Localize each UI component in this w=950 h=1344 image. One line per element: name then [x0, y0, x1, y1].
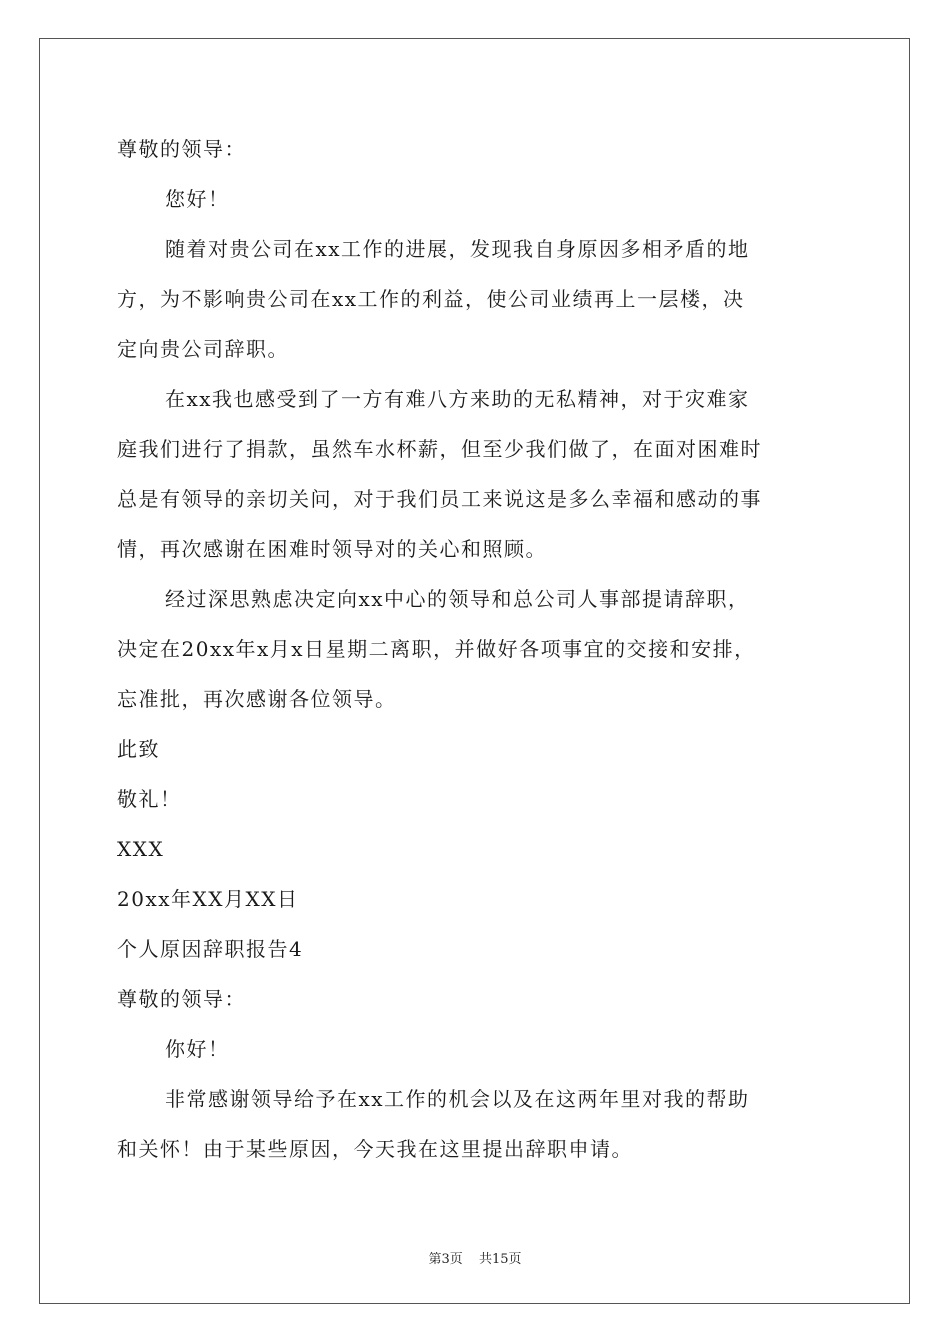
paragraph-line: 随着对贵公司在xx工作的进展，发现我自身原因多相矛盾的地 — [165, 237, 750, 261]
page-footer — [0, 1248, 950, 1267]
page-number: 第3页 — [428, 1252, 463, 1267]
paragraph-line: 在xx我也感受到了一方有难八方来助的无私精神，对于灾难家 — [165, 387, 750, 411]
closing-line-1: 此致 — [117, 737, 160, 761]
greeting: 您好！ — [165, 187, 230, 211]
paragraph-line: 决定在20xx年x月x日星期二离职，并做好各项事宜的交接和安排， — [117, 637, 756, 661]
salutation: 尊敬的领导： — [117, 137, 246, 161]
paragraph-line: 定向贵公司辞职。 — [117, 337, 289, 361]
signature: XXX — [117, 837, 165, 861]
paragraph-3 — [117, 574, 837, 724]
paragraph-line: 忘准批，再次感谢各位领导。 — [117, 687, 397, 711]
paragraph-line: 经过深思熟虑决定向xx中心的领导和总公司人事部提请辞职， — [165, 587, 750, 611]
page-total: 共15页 — [478, 1252, 522, 1267]
section-title: 个人原因辞职报告4 — [117, 937, 304, 961]
paragraph-line: 方，为不影响贵公司在xx工作的利益，使公司业绩再上一层楼，决 — [117, 287, 745, 311]
paragraph-line: 情，再次感谢在困难时领导对的关心和照顾。 — [117, 537, 547, 561]
paragraph-line: 非常感谢领导给予在xx工作的机会以及在这两年里对我的帮助 — [165, 1087, 750, 1111]
paragraph-1 — [117, 224, 837, 374]
paragraph-4 — [117, 1074, 837, 1174]
date: 20xx年XX月XX日 — [117, 887, 299, 911]
paragraph-line: 和关怀！由于某些原因，今天我在这里提出辞职申请。 — [117, 1137, 633, 1161]
paragraph-line: 庭我们进行了捐款，虽然车水杯薪，但至少我们做了，在面对困难时 — [117, 437, 762, 461]
document-body — [117, 124, 837, 1174]
paragraph-2 — [117, 374, 837, 574]
closing-line-2: 敬礼！ — [117, 787, 182, 811]
greeting-2: 你好！ — [165, 1037, 230, 1061]
salutation-2: 尊敬的领导： — [117, 987, 246, 1011]
paragraph-line: 总是有领导的亲切关问，对于我们员工来说这是多么幸福和感动的事 — [117, 487, 762, 511]
